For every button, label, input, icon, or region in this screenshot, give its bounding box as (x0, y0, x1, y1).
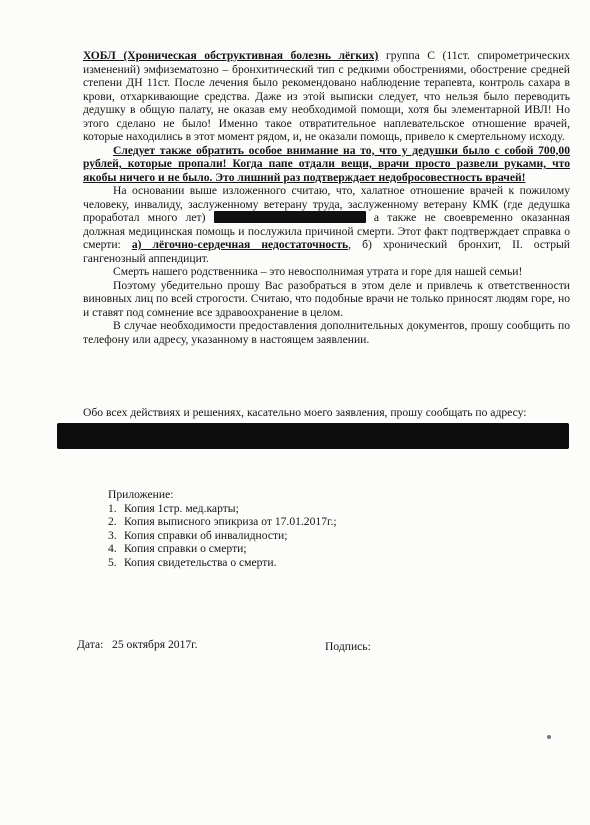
signature-label: Подпись: (325, 640, 371, 653)
address-request: Обо всех действиях и решениях, касательно моего заявления, прошу сообщать по адресу: (83, 406, 527, 419)
letter-body (83, 49, 570, 346)
conclusion-text-start: На основании выше изложенного считаю, что, халатное отношение врачей к пожилому человеку, инвалиду, заслуженному ветерану труда, заслуженному ветерану КМК (где дедушка проработал много лет) (83, 184, 570, 224)
death-cause-highlight: а) лёгочно-сердечная недостаточность (131, 238, 349, 251)
paragraph-conclusion (83, 184, 570, 265)
list-item: 1. Копия 1стр. мед.карты; (108, 501, 239, 515)
list-item: 3. Копия справки об инвалидности; (108, 528, 288, 542)
list-item: 5. Копия свидетельства о смерти. (108, 555, 277, 569)
paragraph-missing-money: Следует также обратить особое внимание на то, что у дедушки было с собой 700,00 рублей, которые пропали! Когда папе отдали вещи, врачи просто развели руками, что якобы ничего и не было. Это лишний раз подтверждает недобросовестность врачей! (83, 143, 570, 184)
paragraph-loss: Смерть нашего родственника – это невосполнимая утрата и горе для нашей семьи! (113, 265, 523, 278)
appendix-title: Приложение: (108, 488, 174, 501)
date-line (77, 638, 198, 651)
scan-speck (547, 735, 551, 739)
date-value: 25 октября 2017г. (112, 638, 198, 651)
list-item: 2. Копия выписного эпикриза от 17.01.2017г.; (108, 515, 337, 528)
diagnosis-text: группа С (11ст. спирометрических изменений) эмфизематозно – бронхитический тип с редкими обострениями, обострение средней степени ДН 11ст. После лечения было рекомендовано наблюдение терапевта, контроль сахара в крови, отхаркивающие средства. Даже из этой выписки следует, что нельзя было переводить дедушку в общую палату, не оказав ему необходимой помощи, хотя бы элементарной ИВЛ! Но этого сделано не было! Именно такое отвратительное наплевательское отношение врачей, которые находились в этот момент рядом, и, не оказали помощь, привело к смертельному исходу. (83, 49, 570, 143)
paragraph-request: Поэтому убедительно прошу Вас разобраться в этом деле и привлечь к ответственности виновных лиц по всей строгости. Считаю, что подобные врачи не только приносят людям горе, но и ставят под сомнение все здравоохранение в целом. (83, 278, 570, 319)
appendix-list (108, 502, 508, 570)
conclusion-text-end: , б) хронический бронхит, II. острый гангенозный аппендицит. (83, 238, 570, 265)
appendix-section (108, 488, 508, 569)
date-label: Дата: (77, 638, 104, 651)
conclusion-text-middle: а также не своевременно оказанная должная медицинская помощь и послужила причиной смерти. Этот факт подтверждает справка о смерти: (83, 211, 570, 251)
paragraph-diagnosis (83, 49, 570, 144)
address-redaction-bar (57, 423, 569, 449)
paragraph-documents: В случае необходимости предоставления дополнительных документов, прошу сообщить по телефону или адресу, указанному в настоящем заявлении. (83, 319, 570, 346)
redaction-bar (214, 211, 366, 223)
diagnosis-heading: ХОБЛ (Хроническая обструктивная болезнь лёгких) (83, 49, 379, 62)
list-item: 4. Копия справки о смерти; (108, 542, 247, 555)
